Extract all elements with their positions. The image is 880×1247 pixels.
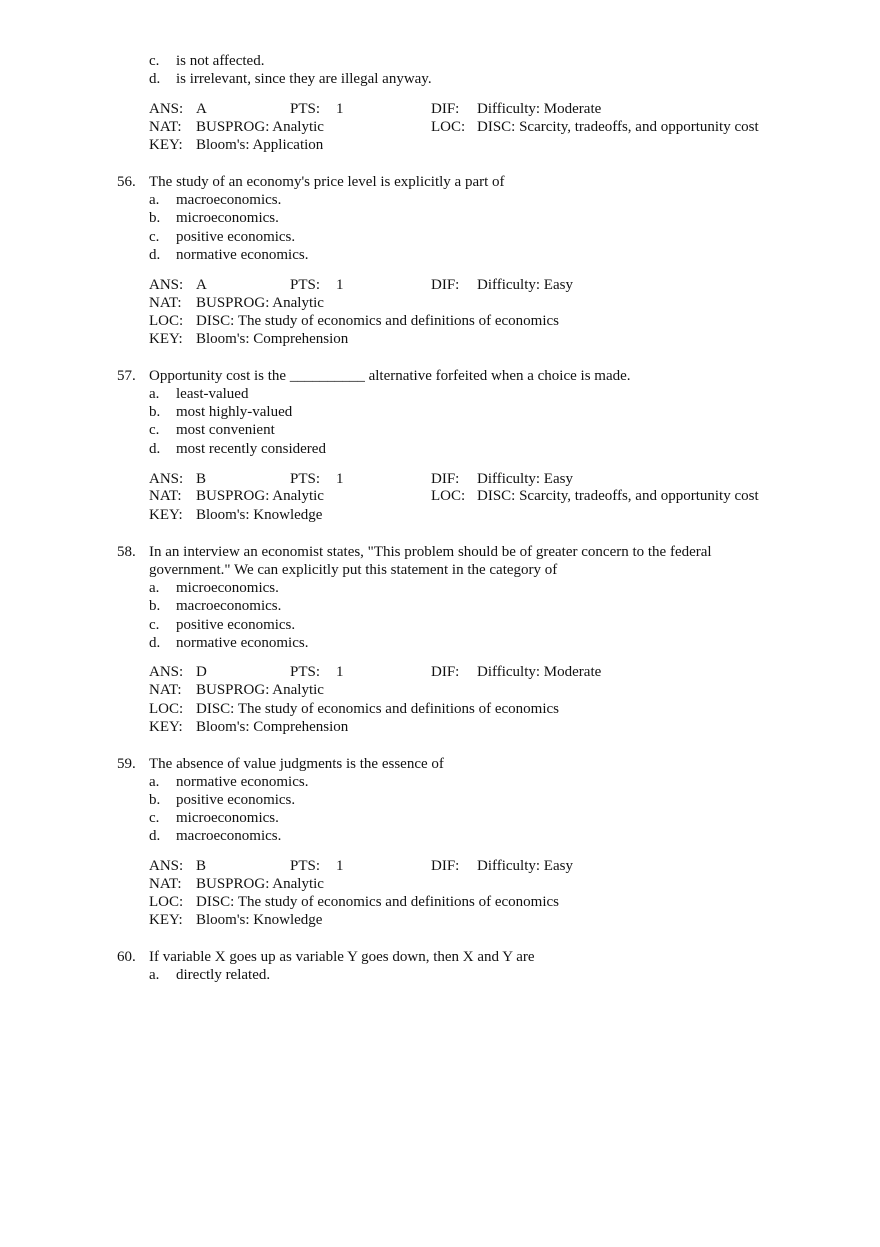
question-number: 58. (117, 544, 136, 560)
choice-text: microeconomics. (176, 810, 279, 826)
nat-label: NAT: (149, 119, 182, 135)
pts-label: PTS: (290, 101, 321, 117)
choice-text: is not affected. (176, 53, 265, 69)
key-label: KEY: (149, 719, 183, 735)
ans-value: B (196, 858, 207, 874)
nat-label: NAT: (149, 488, 182, 504)
question-stem: The absence of value judgments is the essence of (149, 756, 444, 772)
pts-label: PTS: (290, 471, 321, 487)
choice-text: most convenient (176, 422, 275, 438)
choice-text: normative economics. (176, 247, 309, 263)
ans-label: ANS: (149, 664, 184, 680)
key-value: Bloom's: Knowledge (196, 912, 323, 928)
dif-label: DIF: (431, 101, 460, 117)
dif-label: DIF: (431, 277, 460, 293)
choice-text: positive economics. (176, 229, 296, 245)
choice-letter: c. (149, 422, 160, 438)
choice-text: most highly-valued (176, 404, 293, 420)
question-number: 59. (117, 756, 136, 772)
choice-text: is irrelevant, since they are illegal anyway. (176, 71, 432, 87)
question-number: 56. (117, 174, 136, 190)
nat-value: BUSPROG: Analytic (196, 682, 324, 698)
choice-letter: c. (149, 229, 160, 245)
choice-letter: a. (149, 774, 160, 790)
choice-letter: a. (149, 192, 160, 208)
choice-letter: b. (149, 404, 161, 420)
pts-value: 1 (336, 101, 344, 117)
choice-letter: d. (149, 441, 161, 457)
nat-value: BUSPROG: Analytic (196, 295, 324, 311)
question-stem: Opportunity cost is the __________ alternative forfeited when a choice is made. (149, 368, 631, 384)
key-value: Bloom's: Knowledge (196, 507, 323, 523)
key-label: KEY: (149, 331, 183, 347)
question-stem: In an interview an economist states, "This problem should be of greater concern to the federal (149, 544, 712, 560)
pts-value: 1 (336, 858, 344, 874)
question-stem: The study of an economy's price level is explicitly a part of (149, 174, 505, 190)
loc-label: LOC: (149, 313, 184, 329)
key-value: Bloom's: Comprehension (196, 719, 349, 735)
question-stem: If variable X goes up as variable Y goes down, then X and Y are (149, 949, 535, 965)
choice-letter: a. (149, 967, 160, 983)
loc-label: LOC: (431, 488, 466, 504)
choice-text: positive economics. (176, 617, 296, 633)
choice-letter: c. (149, 617, 160, 633)
question-stem-continued: government." We can explicitly put this statement in the category of (149, 562, 558, 578)
choice-letter: d. (149, 828, 161, 844)
question-number: 60. (117, 949, 136, 965)
ans-label: ANS: (149, 858, 184, 874)
dif-value: Difficulty: Moderate (477, 664, 602, 680)
dif-value: Difficulty: Easy (477, 471, 573, 487)
key-label: KEY: (149, 507, 183, 523)
choice-letter: c. (149, 53, 160, 69)
pts-value: 1 (336, 471, 344, 487)
loc-value: DISC: The study of economics and definitions of economics (196, 894, 559, 910)
choice-text: microeconomics. (176, 210, 279, 226)
ans-label: ANS: (149, 471, 184, 487)
nat-value: BUSPROG: Analytic (196, 119, 324, 135)
loc-label: LOC: (149, 894, 184, 910)
dif-value: Difficulty: Easy (477, 277, 573, 293)
choice-text: macroeconomics. (176, 828, 282, 844)
pts-label: PTS: (290, 664, 321, 680)
choice-letter: a. (149, 386, 160, 402)
pts-value: 1 (336, 277, 344, 293)
key-label: KEY: (149, 137, 183, 153)
choice-letter: c. (149, 810, 160, 826)
choice-text: macroeconomics. (176, 598, 282, 614)
choice-text: least-valued (176, 386, 249, 402)
choice-text: directly related. (176, 967, 271, 983)
choice-text: microeconomics. (176, 580, 279, 596)
nat-value: BUSPROG: Analytic (196, 488, 324, 504)
nat-label: NAT: (149, 876, 182, 892)
choice-letter: d. (149, 247, 161, 263)
choice-text: most recently considered (176, 441, 326, 457)
dif-label: DIF: (431, 664, 460, 680)
choice-letter: a. (149, 580, 160, 596)
nat-label: NAT: (149, 295, 182, 311)
choice-letter: b. (149, 210, 161, 226)
pts-label: PTS: (290, 277, 321, 293)
choice-text: macroeconomics. (176, 192, 282, 208)
choice-text: normative economics. (176, 635, 309, 651)
loc-label: LOC: (149, 701, 184, 717)
ans-value: B (196, 471, 207, 487)
ans-label: ANS: (149, 277, 184, 293)
key-value: Bloom's: Comprehension (196, 331, 349, 347)
choice-text: normative economics. (176, 774, 309, 790)
loc-label: LOC: (431, 119, 466, 135)
nat-label: NAT: (149, 682, 182, 698)
pts-value: 1 (336, 664, 344, 680)
choice-letter: d. (149, 635, 161, 651)
loc-value: DISC: Scarcity, tradeoffs, and opportunity cost (477, 119, 759, 135)
question-number: 57. (117, 368, 136, 384)
choice-letter: d. (149, 71, 161, 87)
pts-label: PTS: (290, 858, 321, 874)
loc-value: DISC: Scarcity, tradeoffs, and opportunity cost (477, 488, 759, 504)
loc-value: DISC: The study of economics and definitions of economics (196, 313, 559, 329)
nat-value: BUSPROG: Analytic (196, 876, 324, 892)
ans-label: ANS: (149, 101, 184, 117)
dif-value: Difficulty: Moderate (477, 101, 602, 117)
dif-label: DIF: (431, 858, 460, 874)
choice-letter: b. (149, 598, 161, 614)
dif-label: DIF: (431, 471, 460, 487)
dif-value: Difficulty: Easy (477, 858, 573, 874)
key-value: Bloom's: Application (196, 137, 324, 153)
choice-text: positive economics. (176, 792, 296, 808)
loc-value: DISC: The study of economics and definitions of economics (196, 701, 559, 717)
ans-value: A (196, 277, 207, 293)
key-label: KEY: (149, 912, 183, 928)
ans-value: D (196, 664, 207, 680)
ans-value: A (196, 101, 207, 117)
choice-letter: b. (149, 792, 161, 808)
